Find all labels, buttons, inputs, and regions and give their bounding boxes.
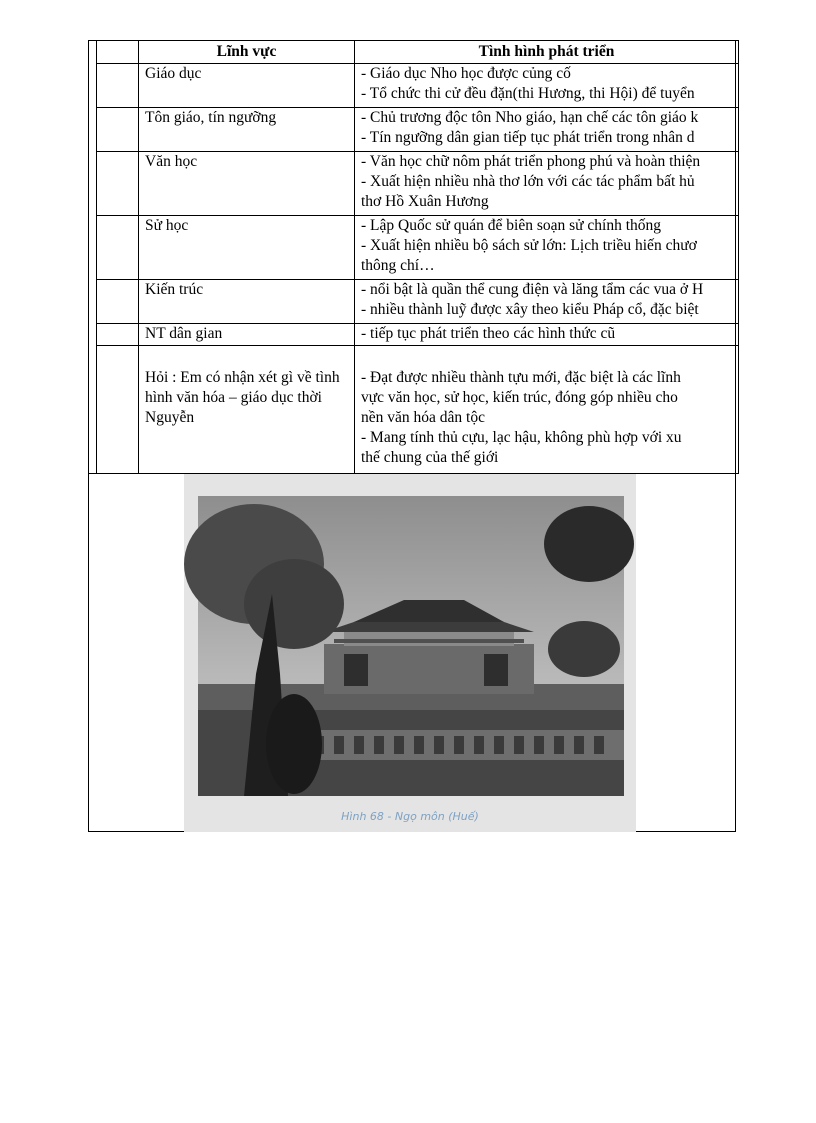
ngo-mon-photo <box>184 474 636 832</box>
blank-header-cell <box>97 41 139 64</box>
header-status: Tình hình phát triển <box>355 41 739 64</box>
header-field: Lĩnh vực <box>139 41 355 64</box>
row-field: Giáo dục <box>139 64 355 108</box>
row-field: Văn học <box>139 152 355 216</box>
question-row <box>89 346 739 474</box>
row-status: - Lập Quốc sử quán để biên soạn sử chính thống - Xuất hiện nhiều bộ sách sử lớn: Lịch triều hiến chươ thông chí… <box>355 216 739 280</box>
row-status: - nổi bật là quần thể cung điện và lăng tẩm các vua ở H - nhiều thành luỹ được xây theo kiểu Pháp cổ, đặc biệt <box>355 280 739 324</box>
row-status: - Chủ trương độc tôn Nho giáo, hạn chế các tôn giáo k - Tín ngưỡng dân gian tiếp tục phát triển trong nhân d <box>355 108 739 152</box>
margin-cell <box>89 41 97 474</box>
row-status: - tiếp tục phát triển theo các hình thức cũ <box>355 324 739 346</box>
row-status: - Giáo dục Nho học được củng cố - Tổ chức thi cử đều đặn(thi Hương, thi Hội) để tuyển <box>355 64 739 108</box>
table-row <box>89 152 739 216</box>
row-field: Kiến trúc <box>139 280 355 324</box>
row-field: NT dân gian <box>139 324 355 346</box>
table-row <box>89 324 739 346</box>
row-field: Sử học <box>139 216 355 280</box>
question-prompt: Hỏi : Em có nhận xét gì về tình hình văn hóa – giáo dục thời Nguyễn <box>139 346 355 474</box>
culture-table <box>88 40 739 474</box>
table-row <box>89 280 739 324</box>
table-row <box>89 216 739 280</box>
row-field: Tôn giáo, tín ngưỡng <box>139 108 355 152</box>
table-header-row <box>89 41 739 64</box>
row-status: - Văn học chữ nôm phát triển phong phú và hoàn thiện - Xuất hiện nhiều nhà thơ lớn với các tác phẩm bất hủ thơ Hồ Xuân Hương <box>355 152 739 216</box>
question-answer: - Đạt được nhiều thành tựu mới, đặc biệt là các lĩnh vực văn học, sử học, kiến trúc, đóng góp nhiều cho nền văn hóa dân tộc - Mang tính thủ cựu, lạc hậu, không phù hợp với xu thế chung của thế giới <box>355 346 739 474</box>
table-row <box>89 108 739 152</box>
table-row <box>89 64 739 108</box>
photo-caption: Hình 68 - Ngọ môn (Huế) <box>341 810 479 823</box>
